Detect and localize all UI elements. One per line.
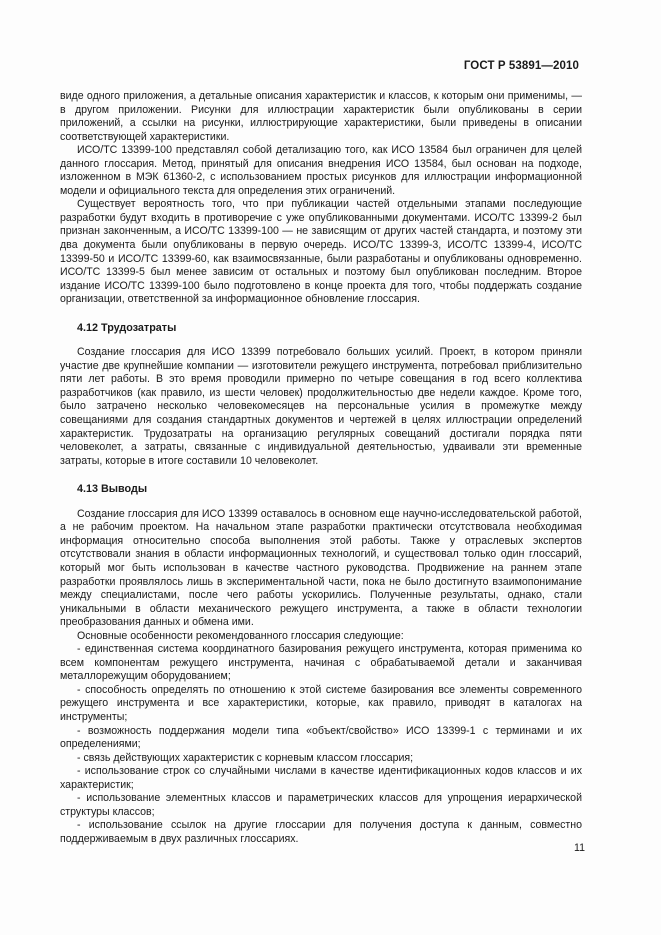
paragraph-conclusions: Создание глоссария для ИСО 13399 оставалось в основном еще научно-исследовательской работой, а не рабочим проектом. На начальном этапе разработки практически отсутствовала необходимая информация относительно способа выполнения этой работы. Также у отраслевых экспертов отсутствовали знания в области информационных технологий, и существовал только один глоссарий, который мог быть использован в качестве частного руководства. Продвижение на раннем этапе разработки проявлялось лишь в экспериментальной части, пока не было достигнуто взаимопонимание между специалистами, после чего работы ускорились. Полученные результаты, однако, стали уникальными в области механического режущего инструмента, а также в области технологии преобразования данных и обмена ими. xyxy=(60,507,582,629)
paragraph-continuation: виде одного приложения, а детальные описания характеристик и классов, к которым они применимы, — в другом приложении. Рисунки для иллюстрации характеристик были опубликованы в серии приложений, а ссылки на рисунки, иллюстрирующие характеристики, были приведены в описании соответствующей характеристики. xyxy=(60,90,582,143)
list-item: - использование ссылок на другие глоссарии для получения доступа к данным, совместно поддерживаемым в двух различных глоссариях. xyxy=(60,819,582,845)
list-item: - способность определять по отношению к этой системе базирования все элементы современного режущего инструмента и все характеристики, которые, как правило, приводят в каталогах на инструменты; xyxy=(60,683,582,723)
paragraph-publication-stages: Существует вероятность того, что при публикации частей отдельными этапами последующие разработки будут входить в противоречие с уже опубликованными документами. ИСО/ТС 13399-2 был признан законченным, а ИСО/ТС 13399-100 — не зависящим от других частей стандарта, и поэтому эти два документа были опубликованы в первую очередь. ИСО/ТС 13399-3, ИСО/ТС 13399-4, ИСО/ТС 13399-50 и ИСО/ТС 13399-60, как взаимосвязанные, были разработаны и опубликованы одновременно. ИСО/ТС 13399-5 был менее зависим от остальных и поэтому был опубликован последним. Второе издание ИСО/ТС 13399-100 было подготовлено в конце проекта для того, чтобы поддержать создание организации, ответственной за информационное обновление глоссария. xyxy=(60,198,582,306)
list-item: - использование элементных классов и параметрических классов для упрощения иерархической структуры классов; xyxy=(60,792,582,818)
features-intro: Основные особенности рекомендованного глоссария следующие: xyxy=(77,629,404,642)
document-header: ГОСТ Р 53891—2010 xyxy=(463,60,579,72)
list-item: - возможность поддержания модели типа «объект/свойство» ИСО 13399-1 с терминами и их определениями; xyxy=(60,724,582,751)
page-body xyxy=(60,90,582,846)
paragraph-labor-costs: Создание глоссария для ИСО 13399 потребовало больших усилий. Проект, в котором приняли участие две крупнейшие компании — изготовители режущего инструмента, потребовал приблизительно пяти лет работы. В это время проводили примерно по четыре совещания в год всего коллектива разработчиков (как правило, из шести человек) продолжительностью две недели каждое. Кроме того, было затрачено несколько человекомесяцев на персональные усилия в промежутке между совещаниями для создания стандартных документов и чертежей в целях иллюстрации определений характеристик. Трудозатраты на организацию регулярных совещаний достигали порядка пяти человеколет, а затраты, связанные с индивидуальной деятельностью, удваивали эти временные затраты, которые в итоге составили 10 человеколет. xyxy=(60,346,582,467)
section-heading-4-12: 4.12 Трудозатраты xyxy=(77,321,177,334)
paragraph-iso-ts-13399-100: ИСО/ТС 13399-100 представлял собой детализацию того, как ИСО 13584 был ограничен для целей данного глоссария. Метод, принятый для описания внедрения ИСО 13584, был основан на подходе, изложенном в МЭК 61360-2, с использованием простых рисунков для иллюстрации информационной модели и официального текста для определения этих ограничений. xyxy=(60,144,582,197)
list-item: - использование строк со случайными числами в качестве идентификационных кодов классов и их характеристик; xyxy=(60,765,582,791)
section-heading-4-13: 4.13 Выводы xyxy=(77,483,148,496)
list-item: - связь действующих характеристик с корневым классом глоссария; xyxy=(77,751,414,764)
list-item: - единственная система координатного базирования режущего инструмента, которая применима ко всем компонентам режущего инструмента, начиная с обрабатываемой детали и заканчивая металлорежущим оборудованием; xyxy=(60,643,582,683)
page-number: 11 xyxy=(574,842,585,854)
